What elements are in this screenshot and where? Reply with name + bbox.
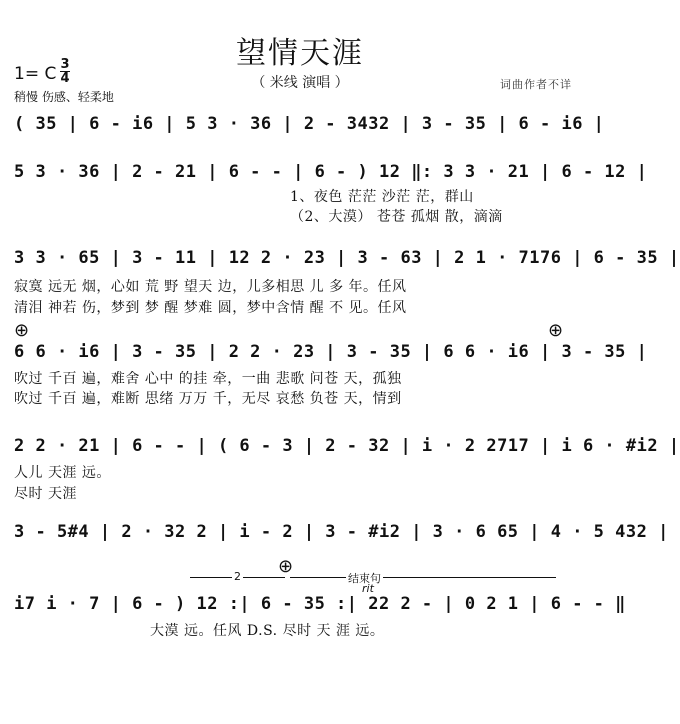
ending-label: 结束句 <box>348 572 381 585</box>
score-line-4: 6 6 · i6 | 3 - 35 | 2 2 · 23 | 3 - 35 | 6 6 · i6 | 3 - 35 | <box>14 342 648 362</box>
ending-bracket <box>290 577 556 578</box>
score-line-2: 5 3 · 36 | 2 - 21 | 6 - - | 6 - ) 12 ‖: 3 3 · 21 | 6 - 12 | <box>14 162 648 182</box>
lyric-verse1-line3: 寂寞 远无 烟，心如 荒 野 望天 边，儿多相思 儿 多 年。任风 <box>14 279 407 295</box>
score-line-6: 3 - 5#4 | 2 · 32 2 | i - 2 | 3 - #i2 | 3 · 6 65 | 4 · 5 432 | <box>14 522 669 542</box>
tempo-marking: 稍慢 伤感、轻柔地 <box>14 90 114 104</box>
lyric-last-line: 大漠 远。任风 D.S. 尽时 天 涯 远。 <box>150 623 385 639</box>
segno-left: ⊕ <box>14 320 30 341</box>
singer-credit: （ 米线 演唱 ） <box>251 75 349 91</box>
meter-bottom: 4 <box>60 71 70 86</box>
meter-top: 3 <box>60 57 70 72</box>
lyric-verse1-line4: 吹过 千百 遍，难舍 心中 的挂 牵，一曲 悲歌 问苍 天，孤独 <box>14 371 402 387</box>
score-line-7: i7 i · 7 | 6 - ) 12 :| 6 - 35 :| 22 2 - | 0 2 1 | 6 - - ‖ <box>14 594 626 614</box>
lyric-verse2-line4: 吹过 千百 遍，难断 思绪 万万 千，无尽 哀愁 负苍 天，情到 <box>14 391 402 407</box>
score-line-3: 3 3 · 65 | 3 - 11 | 12 2 · 23 | 3 - 63 | 2 1 · 7176 | 6 - 35 | <box>14 248 680 268</box>
score-line-5: 2 2 · 21 | 6 - - | ( 6 - 3 | 2 - 32 | i · 2 2717 | i 6 · #i2 | <box>14 436 680 456</box>
lyric-verse2-line3: 清泪 神若 伤，梦到 梦 醒 梦难 圆，梦中含情 醒 不 见。任风 <box>14 300 407 316</box>
segno-coda: ⊕ <box>278 556 294 577</box>
lyric-verse1-line5: 人儿 天涯 远。 <box>14 465 111 481</box>
composer-credit: 词曲作者不详 <box>500 78 572 91</box>
key-signature: 1= C <box>14 64 57 84</box>
segno-right: ⊕ <box>548 320 564 341</box>
song-title: 望情天涯 <box>236 36 364 71</box>
rit-marking: rit <box>362 582 374 595</box>
score-line-1: ( 35 | 6 - i6 | 5 3 · 36 | 2 - 3432 | 3 - 35 | 6 - i6 | <box>14 114 605 134</box>
lyric-verse1-line2: 1、夜色 茫茫 沙茫 茫，群山 <box>290 189 474 205</box>
lyric-verse2-line2: （2、大漠） 苍苍 孤烟 散，滴滴 <box>290 209 503 225</box>
time-signature <box>60 58 70 85</box>
volta-2-label: 2 <box>234 570 241 583</box>
lyric-verse2-line5: 尽时 天涯 <box>14 486 77 502</box>
